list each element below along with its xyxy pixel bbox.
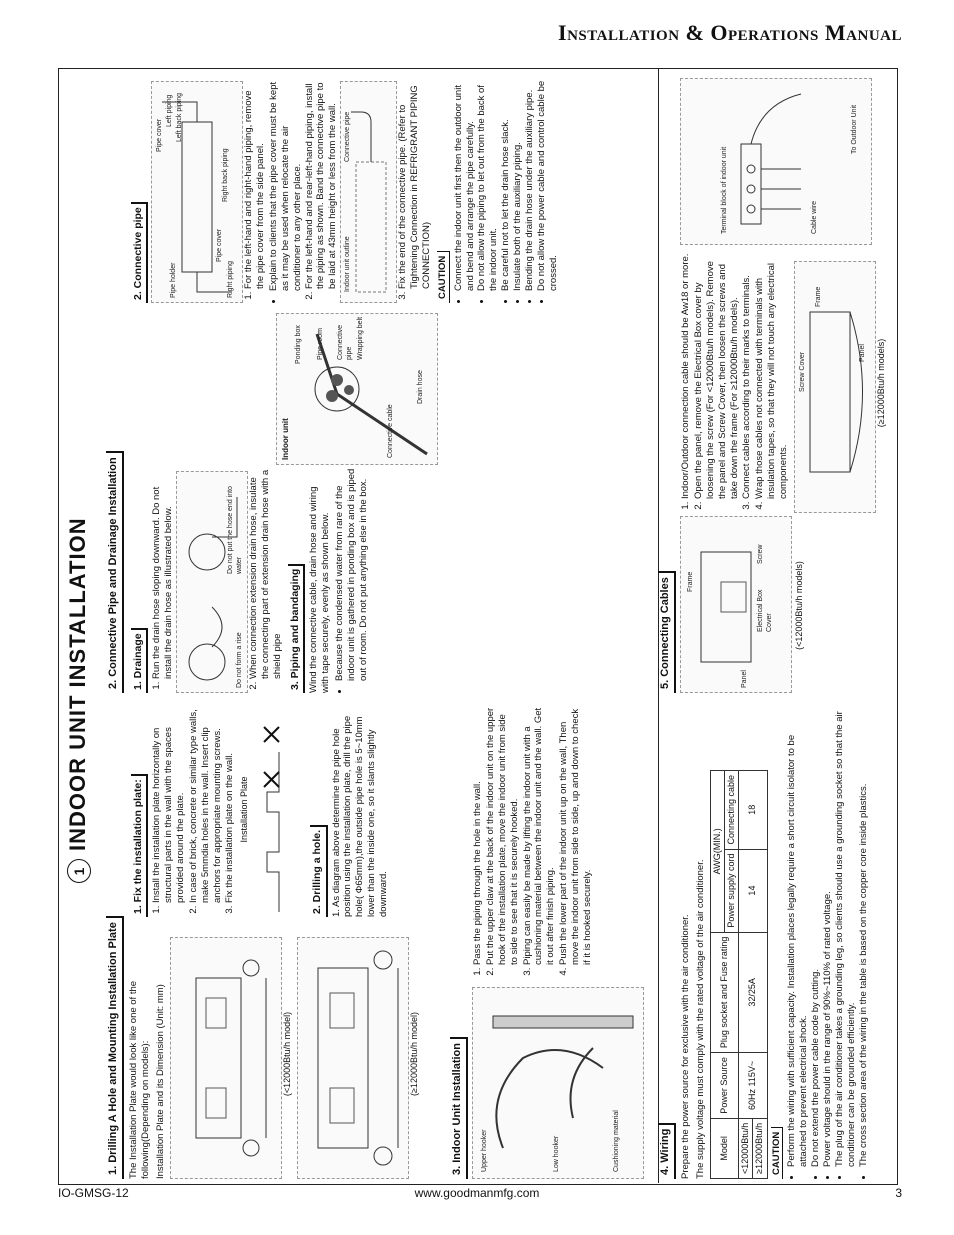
- table-header: AWG(MIN.): [710, 770, 724, 932]
- bandaging-diagram: [276, 313, 438, 465]
- pipe-label-connective: Connective pipe: [344, 111, 352, 162]
- bandaging-text: Wind the connective cable, drain hose and wiring with tape securely, evenly as shown below.: [307, 486, 331, 693]
- cable-step: 2. Open the panel, remove the Electrical Box cover by loosening the screw (For <12000Btu/h models). Remove the panel and Screw Cover, then loosen the screws and take down the frame (For ≥12000Btu/h models).: [693, 253, 741, 499]
- section-connecting-cables: [658, 75, 890, 693]
- indoor-label-cushion: Cushioning material: [613, 1110, 620, 1172]
- indoor-step: 1. Pass the piping through the hole in the wall.: [472, 704, 484, 965]
- table-header: Model: [710, 1118, 739, 1178]
- wiring-caution-item: • The plug of the air conditioner takes a grounding leg, so clients should use a grounding socket so that the air conditioner can be grounded efficiently.: [834, 699, 858, 1167]
- rotated-content: [58, 68, 896, 1183]
- pipe-caution-item: • Do not allow the power cable and control cable be crossed.: [536, 78, 560, 291]
- table-row: [739, 770, 753, 1178]
- bandaging-note: • Because the condensed water from rare of the indoor unit is gathered in ponding box and is piped out of room. Do not put anything else in the box.: [334, 468, 370, 681]
- drilling-hole-text: 1. As diagram above determine the pipe hole position using the installation plate, drill the pipe hole( Φ65mm),the outside pipe hole is 5~10mm lower than the inside one, so it slants slightly downward.: [330, 715, 389, 917]
- pipe-label-outline: Indoor unit outline: [344, 236, 352, 292]
- cable-label-frame: Frame: [687, 571, 694, 592]
- plate-small-caption: (<12000Btu/h model): [281, 1011, 292, 1097]
- cable-diagram-small: [680, 516, 792, 693]
- section-connective-pipe: [106, 75, 559, 693]
- terminal-block-diagram: [680, 78, 872, 245]
- connective-pipe-diagram: [151, 81, 243, 303]
- plate-large-drawing: [298, 938, 408, 1178]
- pipe-caution-item: • Bending the drain hose under the auxiliary pipe.: [524, 78, 536, 291]
- table-cell: 14: [739, 849, 768, 932]
- indoor-step: 4. Push the lower part of the indoor unit up on the wall, Then move the indoor unit from side to side, up and down to check if it is hooked securely.: [558, 704, 594, 965]
- pipe-label-leftback: Left back piping: [176, 92, 184, 142]
- wiring-caution-item: • Do not extend the power cable code by cutting.: [810, 699, 822, 1167]
- plate-intro: The Installation Plate would look like one of the following(Depending on models):: [128, 980, 151, 1179]
- connective-step: 2. For the left-hand and rear-left-hand piping, install the piping as shown. Band the connective pipe to be laid at 43mm height or less from the wall.: [304, 78, 340, 289]
- section-title-connective: 2. Connective Pipe and Drainage Installation: [106, 451, 124, 693]
- bandage-label-cable: Connective cable: [387, 404, 394, 458]
- main-title-text: INDOOR UNIT INSTALLATION: [65, 517, 90, 851]
- cable-label-frame2: Frame: [814, 286, 822, 307]
- manual-title: Installation & Operations Manual: [558, 20, 902, 45]
- indoor-step: 2. Put the upper claw at the back of the indoor unit on the upper hook of the installation plate, move the indoor unit from side to side to see that it is securely hooked.: [485, 704, 521, 965]
- cable-label-screwcover: Screw Cover: [798, 351, 806, 392]
- section-number: 1: [67, 859, 91, 883]
- wiring-caution-item: • Perform the wiring with sufficient capacity. Installation places legally require a short circuit isolator to be attached to prevent electrical shock.: [786, 699, 810, 1167]
- table-cell: <12000Btu/h: [739, 1118, 753, 1178]
- page-footer: [0, 1186, 954, 1212]
- indoor-unit-diagram: [472, 987, 644, 1179]
- plate-dimension-label: Installation Plate and its Dimension (Unit: mm): [154, 984, 166, 1179]
- drainage-step: 2. When connection extension drain hose, insulate the connecting part of extension drain hose with a shield pipe: [248, 468, 284, 679]
- pipe-label-left: Left piping: [166, 94, 174, 127]
- pipe-label-holder: Pipe holder: [170, 262, 178, 298]
- table-cell: 32/25A: [739, 932, 768, 1053]
- bandage-label-drain: Drain hose: [417, 370, 424, 404]
- cable-label-wire: Cable wire: [811, 200, 818, 234]
- drilling-hole-title: 2. Drilling a hole.: [310, 825, 327, 917]
- bandage-label-belt: Wrapping belt: [357, 316, 364, 360]
- cable-step: 1. Indoor/Outdoor connection cable should be Aw18 or more.: [680, 253, 692, 499]
- drain-label-water: Do not put the hose end into water: [227, 486, 244, 574]
- wiring-intro: Prepare the power source for exclusive with the air conditioner.: [679, 914, 691, 1179]
- plate-large-caption: (≥12000Btu/h model): [408, 1012, 419, 1096]
- document-id: IO-GMSG-12: [58, 1186, 129, 1200]
- connective-note: • Explain to clients that the pipe cover must be kept as it may be used when relocate the air conditioner to any other place.: [268, 78, 304, 291]
- connective-pipe-title: 2. Connective pipe: [131, 202, 148, 303]
- pipe-caution-item: • Connect the indoor unit first then the outdoor unit and bend and arrange the pipe carefully.: [453, 78, 477, 291]
- section-title-wiring: 4. Wiring: [658, 1123, 676, 1179]
- drain-label-rise: Do not form a rise: [236, 632, 244, 688]
- cable-small-caption: (<12000Btu/h models): [794, 561, 804, 650]
- cable-label-screw: Screw: [757, 544, 764, 564]
- section-wiring: [658, 699, 890, 1179]
- table-cell: ≥12000Btu/h: [753, 1118, 767, 1178]
- installation-plate-diagram-large: [297, 937, 409, 1179]
- table-header: Connecting cable: [724, 770, 738, 849]
- indoor-label-low: Low hooker: [553, 1135, 560, 1172]
- pipe-caution-item: • Be careful not to let the drain hose slack.: [500, 78, 512, 291]
- pipe-outline-diagram: [340, 81, 397, 303]
- pipe-label-cover2: Pipe cover: [216, 228, 224, 262]
- wiring-table: [710, 770, 768, 1179]
- cable-label-ebox: Electrical Box Cover: [757, 589, 773, 632]
- section-drilling: [106, 699, 446, 1179]
- cable-small-drawing: [681, 517, 791, 692]
- pipe-label-right: Right piping: [227, 261, 235, 298]
- cable-label-terminal: Terminal block of indoor unit: [721, 146, 728, 234]
- wiring-caution-item: • Power voltage should in the range of 90%~110% of rated voltage.: [822, 699, 834, 1167]
- plate-mount-drawing: [254, 707, 304, 917]
- drainage-diagram: [176, 471, 248, 693]
- fix-plate-step: 3. Fix the installation plate on the wall.: [224, 702, 236, 903]
- cable-label-panel: Panel: [741, 670, 748, 688]
- pipe-caution-item: • Do not allow the piping to let out from the back of the indoor unit.: [476, 78, 500, 291]
- drainage-title: 1. Drainage: [131, 628, 148, 693]
- pipe-caution-label: CAUTION: [437, 251, 450, 303]
- plate-small-drawing: [171, 938, 281, 1178]
- drainage-step: 1. Run the drain hose sloping downward. Do not install the drain hose as illustrated below.: [151, 468, 175, 679]
- page-number: 3: [895, 1186, 902, 1200]
- cable-label-panel2: Panel: [858, 344, 866, 362]
- bandage-label-piperoom: Pipe room: [317, 328, 324, 360]
- section-main-title: [64, 517, 92, 883]
- table-header: Power Source: [710, 1053, 739, 1119]
- website-link[interactable]: www.goodmanmfg.com: [414, 1186, 540, 1200]
- indoor-label-upper: Upper hooker: [481, 1129, 488, 1172]
- fix-plate-title: 1. Fix the installation plate:: [131, 774, 148, 917]
- table-header: Plug socket and Fuse rating: [710, 932, 739, 1053]
- table-cell: 60Hz 115V~: [739, 1053, 768, 1119]
- pipe-caution-item: • Insulate both of the auxiliary piping.: [512, 78, 524, 291]
- terminal-block-drawing: [681, 79, 871, 244]
- cable-diagram-large: [794, 261, 876, 513]
- connective-step: 1. For the left-hand and right-hand piping, remove the pipe cover from the side panel.: [243, 78, 267, 289]
- wiring-caution-label: CAUTION: [771, 1127, 784, 1179]
- installation-plate-diagram-small: [170, 937, 282, 1179]
- plate-label: Installation Plate: [239, 776, 250, 843]
- indoor-step: 3. Piping can easily be made by lifting the indoor unit with a cushioning material between the indoor unit and the wall. Get it out after finish piping.: [522, 704, 558, 965]
- section-title-cables: 5. Connecting Cables: [658, 571, 676, 693]
- section-title-drilling: 1. Drilling A Hole and Mounting Installation Plate: [106, 916, 124, 1179]
- connective-step: 3. Fix the end of the connective pipe. (Refer to Tightening Connection in REFRIGRANT PIPING CONNECTION): [397, 78, 433, 289]
- section-title-indoor: 3. Indoor Unit Installation: [450, 1037, 468, 1179]
- fix-plate-step: 1. Install the installation plate horizontally on structural parts in the wall with the spaces provided around the plate.: [151, 702, 187, 903]
- section-indoor-unit: [450, 699, 650, 1179]
- wiring-caution-item: • The cross section area of the wiring in the table is based on the copper core inside plastics.: [858, 699, 870, 1167]
- bandage-label-pipe: Connective pipe: [337, 324, 353, 360]
- bandaging-title: 3. Piping and bandaging: [288, 564, 305, 693]
- cable-step: 3. Connect cables according to their marks to terminals.: [741, 253, 753, 499]
- cable-step: 4. Wrap those cables not connected with terminals with insulation tapes, so that they will not touch any electrical components.: [754, 253, 790, 499]
- table-header: Power supply cord: [724, 849, 738, 932]
- bandage-label-indoor: Indoor unit: [281, 418, 290, 460]
- pipe-label-rightback: Right back piping: [222, 148, 230, 202]
- cable-large-caption: (≥12000Btu/h models): [875, 338, 886, 428]
- bandage-label-ponding: Ponding box: [295, 325, 302, 364]
- table-cell: 18: [739, 770, 768, 849]
- pipe-label-cover: Pipe cover: [156, 118, 164, 152]
- fix-plate-step: 2. In case of brick, concrete or similar type walls, make 5mmdia holes in the wall. Insert clip anchors for appropriate mounting screws.: [188, 702, 224, 903]
- cable-label-outdoor: To Outdoor Unit: [851, 104, 858, 154]
- wiring-intro: The supply voltage must comply with the rated voltage of the air conditioner.: [694, 859, 706, 1179]
